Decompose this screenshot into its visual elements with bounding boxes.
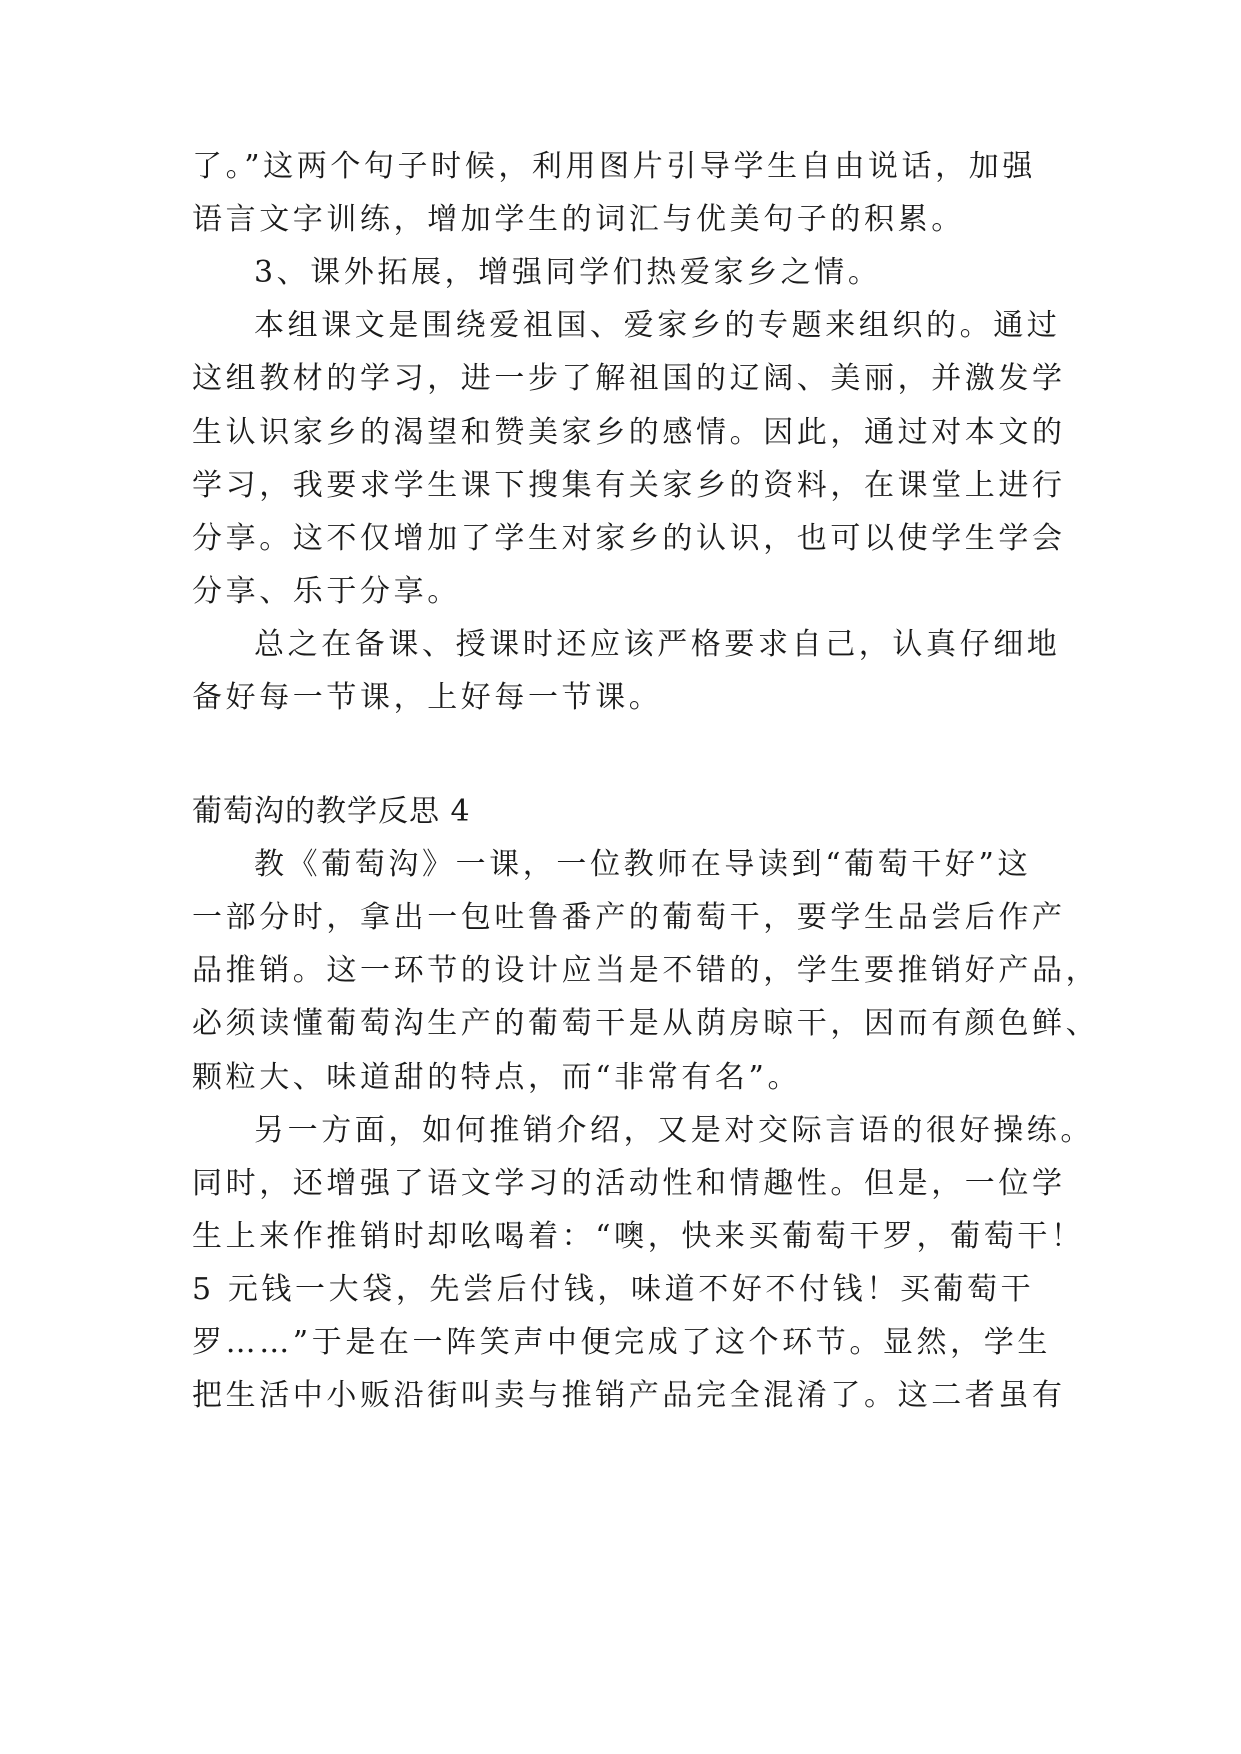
paragraph-line: 分享。这不仅增加了学生对家乡的认识，也可以使学生学会 xyxy=(192,521,1066,556)
paragraph-line: 一部分时，拿出一包吐鲁番产的葡萄干，要学生品尝后作产 xyxy=(192,900,1066,935)
paragraph-line: 了。”这两个句子时候，利用图片引导学生自由说话，加强 xyxy=(192,149,1036,184)
paragraph-line: 语言文字训练，增加学生的词汇与优美句子的积累。 xyxy=(192,202,965,237)
paragraph-line: 3、课外拓展，增强同学们热爱家乡之情。 xyxy=(254,255,882,290)
paragraph-line: 这组教材的学习，进一步了解祖国的辽阔、美丽，并激发学 xyxy=(192,361,1066,396)
paragraph-line: 罗……”于是在一阵笑声中便完成了这个环节。显然，学生 xyxy=(192,1325,1051,1360)
paragraph-line: 生认识家乡的渴望和赞美家乡的感情。因此，通过对本文的 xyxy=(192,415,1066,450)
paragraph-line: 分享、乐于分享。 xyxy=(192,574,461,609)
paragraph-line: 教《葡萄沟》一课，一位教师在导读到“葡萄干好”这 xyxy=(254,847,1032,882)
paragraph-line: 把生活中小贩沿街叫卖与推销产品完全混淆了。这二者虽有 xyxy=(192,1378,1066,1413)
paragraph-line: 同时，还增强了语文学习的活动性和情趣性。但是，一位学 xyxy=(192,1166,1066,1201)
paragraph-line: 品推销。这一环节的设计应当是不错的，学生要推销好产品， xyxy=(192,953,1100,988)
paragraph-line: 5 元钱一大袋，先尝后付钱，味道不好不付钱！买葡萄干 xyxy=(192,1272,1035,1307)
section-heading: 葡萄沟的教学反思 4 xyxy=(192,794,471,829)
paragraph-line: 学习，我要求学生课下搜集有关家乡的资料，在课堂上进行 xyxy=(192,468,1066,503)
paragraph-line: 备好每一节课，上好每一节课。 xyxy=(192,680,663,715)
paragraph-line: 总之在备课、授课时还应该严格要求自己，认真仔细地 xyxy=(254,627,1061,662)
paragraph-line: 另一方面，如何推销介绍，又是对交际言语的很好操练。 xyxy=(254,1113,1094,1148)
paragraph-line: 必须读懂葡萄沟生产的葡萄干是从荫房晾干，因而有颜色鲜、 xyxy=(192,1006,1100,1041)
paragraph-line: 本组课文是围绕爱祖国、爱家乡的专题来组织的。通过 xyxy=(254,308,1061,343)
paragraph-line: 颗粒大、味道甜的特点，而“非常有名”。 xyxy=(192,1060,802,1095)
paragraph-line: 生上来作推销时却吆喝着：“噢，快来买葡萄干罗，葡萄干！ xyxy=(192,1219,1085,1254)
